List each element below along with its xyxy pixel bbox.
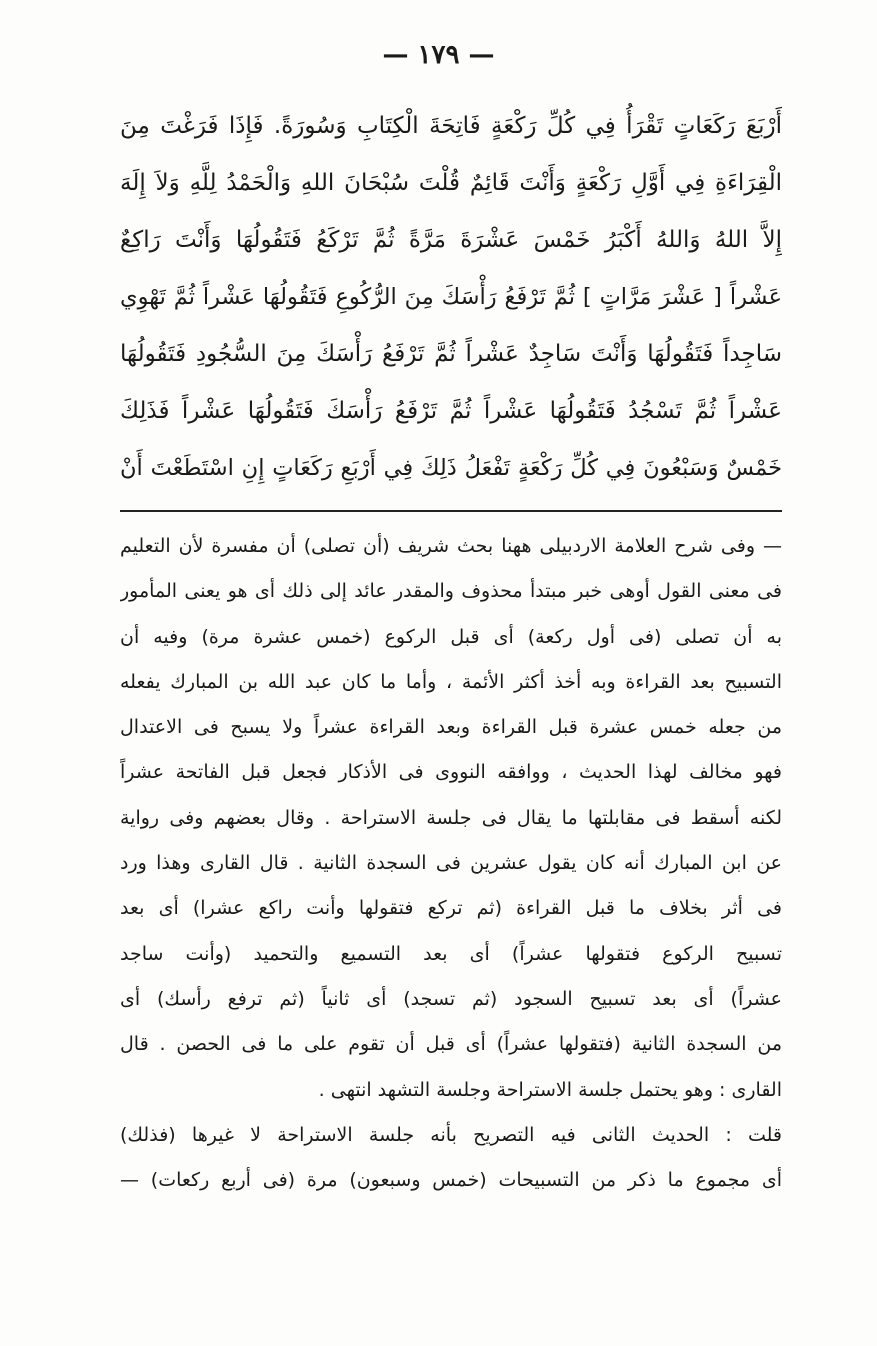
hadith-line: أَرْبَعَ رَكَعَاتٍ تَقْرَأُ فِي كُلِّ رَكْعَةٍ فَاتِحَةَ الْكِتَابِ وَسُورَةً. فَإِذَا فَرَغْتَ مِنَ [120, 113, 782, 139]
footnote-line: القارى : وهو يحتمل جلسة الاستراحة وجلسة التشهد انتهى . [318, 1078, 782, 1101]
footnote-line: قلت : الحديث الثانى فيه التصريح بأنه جلسة الاستراحة لا غيرها (فذلك) [120, 1123, 782, 1146]
hadith-line: سَاجِداً فَتَقُولُهَا وَأَنْتَ سَاجِدٌ عَشْراً ثُمَّ تَرْفَعُ رَأْسَكَ مِنَ السُّجُودِ فَتَقُولُهَا [120, 341, 782, 367]
footnote-line: فى معنى القول أوهى خبر مبتدأ محذوف والمقدر عائد إلى ذلك أى هو يعنى المأمور [120, 580, 782, 603]
footnote-line: عشراً) أى بعد تسبيح السجود (ثم تسجد) أى ثانياً (ثم ترفع رأسك) أى [120, 987, 782, 1010]
hadith-line: إِلاَّ اللهُ وَاللهُ أَكْبَرُ خَمْسَ عَشْرَةَ مَرَّةً ثُمَّ تَرْكَعُ فَتَقُولُهَا وَأَنْتَ رَاكِعٌ [120, 227, 782, 253]
commentary-footnote [120, 524, 782, 1203]
hadith-line: عَشْراً [ عَشْرَ مَرَّاتٍ ] ثُمَّ تَرْفَعُ رَأْسَكَ مِنَ الرُّكُوعِ فَتَقُولُهَا عَشْراً ثُمَّ تَهْوِي [120, 284, 782, 310]
footnote-line: من السجدة الثانية (فتقولها عشراً) أى قبل أن تقوم على ما فى الحصن . قال [120, 1033, 782, 1056]
footnote-line: لكنه أسقط فى مقابلتها ما يقال فى جلسة الاستراحة . وقال بعضهم وفى رواية [120, 806, 782, 829]
hadith-text [120, 98, 782, 497]
hadith-line: الْقِرَاءَةِ فِي أَوَّلِ رَكْعَةٍ وَأَنْتَ قَائِمٌ قُلْتَ سُبْحَانَ اللهِ وَالْحَمْدُ لِلَّهِ وَلاَ إِلَهَ [120, 170, 782, 196]
hadith-line: عَشْراً ثُمَّ تَسْجُدُ فَتَقُولُهَا عَشْراً ثُمَّ تَرْفَعُ رَأْسَكَ فَتَقُولُهَا عَشْراً فَذَلِكَ [120, 398, 782, 424]
footnote-line: تسبيح الركوع فتقولها عشراً) أى بعد التسميع والتحميد (وأنت ساجد [120, 942, 782, 965]
footnote-line: — وفى شرح العلامة الاردبيلى ههنا بحث شريف (أن تصلى) أن مفسرة لأن التعليم [120, 535, 782, 557]
footnote-line: عن ابن المبارك أنه كان يقول عشرين فى السجدة الثانية . قال القارى وهذا ورد [120, 852, 782, 875]
footnote-line: من جعله خمس عشرة قبل القراءة وبعد القراءة عشراً ولا يسبح فى الاعتدال [120, 716, 782, 739]
footnote-line: أى مجموع ما ذكر من التسبيحات (خمس وسبعون) مرة (فى أربع ركعات) — [120, 1169, 782, 1192]
footnote-line: فى أثر بخلاف ما قبل القراءة (ثم تركع فتقولها وأنت راكع عشرا) أى بعد [120, 897, 782, 920]
footnote-separator [120, 510, 782, 512]
hadith-line: خَمْسٌ وَسَبْعُونَ فِي كُلِّ رَكْعَةٍ تَفْعَلُ ذَلِكَ فِي أَرْبَعِ رَكَعَاتٍ إِنِ اسْتَطَعْتَ أَنْ [120, 455, 782, 481]
page-number: — ١٧٩ — [382, 40, 495, 70]
footnote-line: فهو مخالف لهذا الحديث ، ووافقه النووى فى الأذكار فجعل قبل الفاتحة عشراً [120, 761, 782, 784]
footnote-line: التسبيح بعد القراءة وبه أخذ أكثر الأئمة ، وأما ما كان عبد الله بن المبارك يفعله [120, 670, 782, 693]
footnote-line: به أن تصلى (فى أول ركعة) أى قبل الركوع (خمس عشرة مرة) وفيه أن [120, 625, 782, 648]
